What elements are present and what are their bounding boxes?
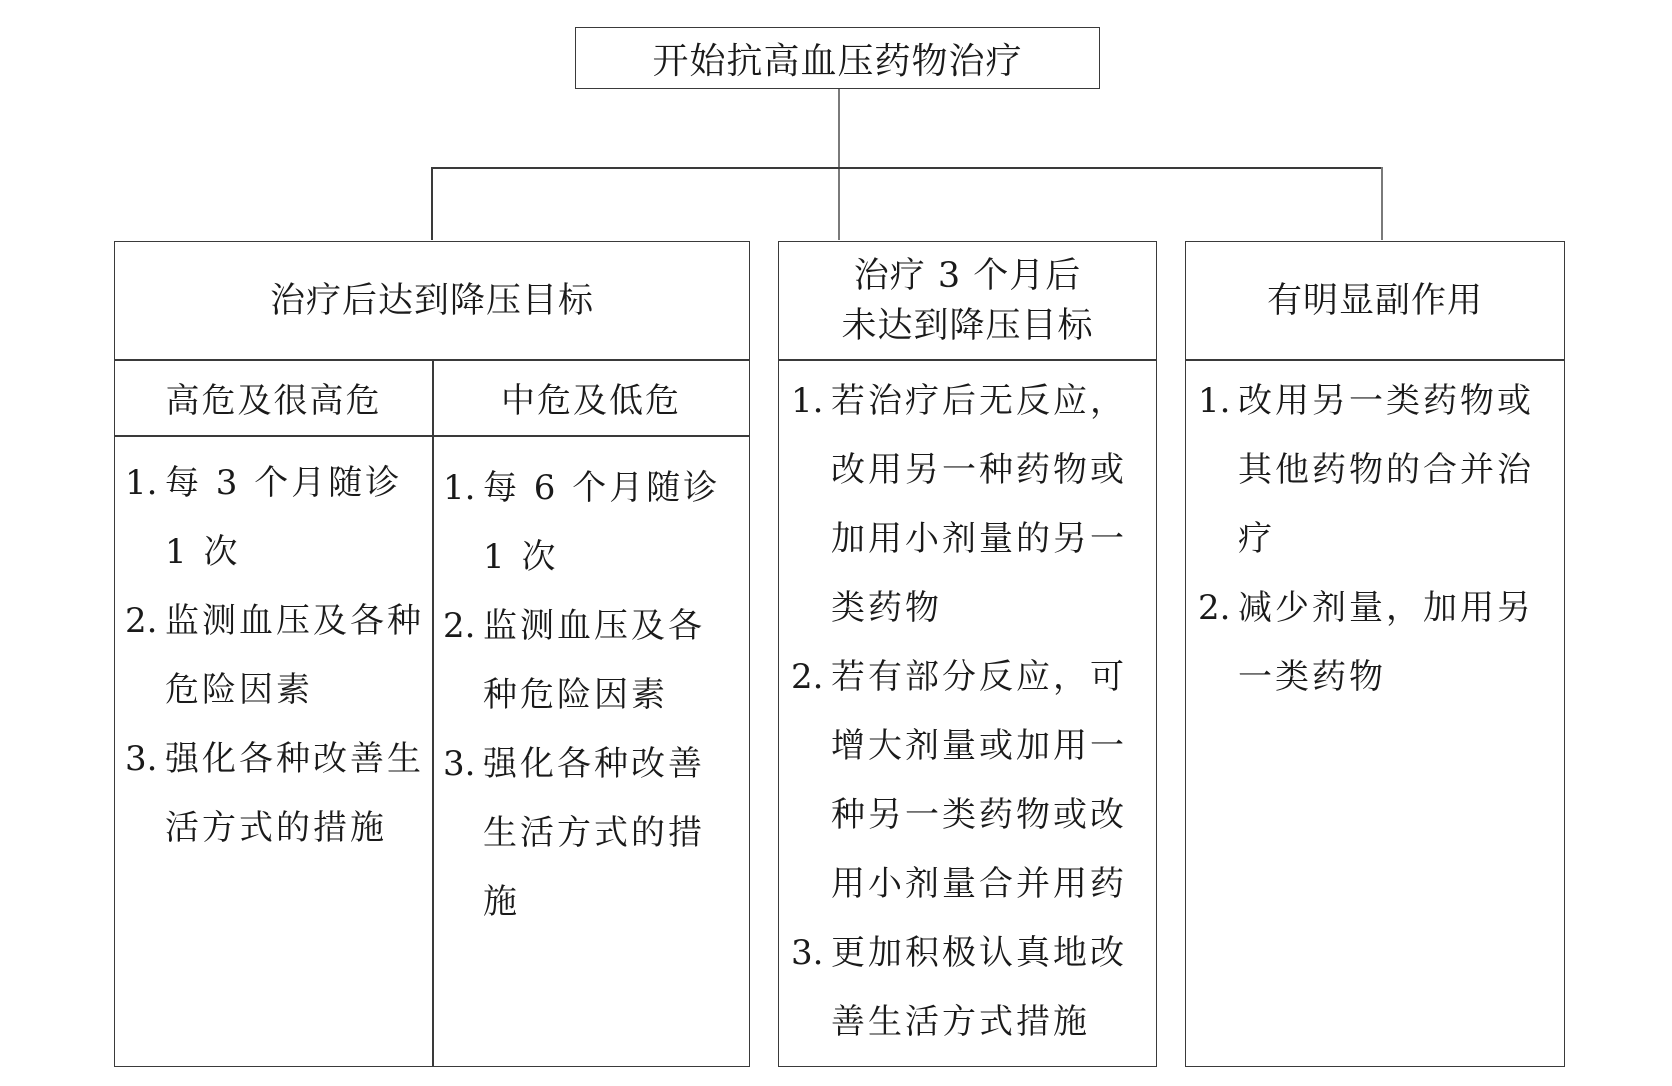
connector-horizontal bbox=[431, 167, 1382, 169]
subcol-divider bbox=[432, 359, 434, 1066]
connector-branch-left bbox=[431, 167, 433, 240]
branch-goal-achieved-header: 治疗后达到降压目标 bbox=[269, 280, 594, 321]
branch-goal-not-achieved bbox=[778, 241, 1157, 1067]
list-item: 2. 减少剂量，加用另一类药物 bbox=[1198, 588, 1534, 697]
branch-goal-not-achieved-header: 治疗 3 个月后 未达到降压目标 bbox=[841, 256, 1094, 346]
branch-side-effects-header: 有明显副作用 bbox=[1266, 280, 1483, 321]
list-item: 3. 强化各种改善生活方式的措施 bbox=[125, 739, 424, 848]
subcol-high-risk-list bbox=[125, 449, 425, 863]
divider bbox=[779, 359, 1156, 361]
root-node bbox=[575, 27, 1100, 89]
divider bbox=[1186, 359, 1564, 361]
list-item: 1. 每 3 个月随诊 1 次 bbox=[125, 463, 403, 572]
connector-root-down bbox=[838, 88, 840, 240]
subcol-high-risk-header: 高危及很高危 bbox=[165, 381, 382, 421]
list-item: 1. 改用另一类药物或其他药物的合并治疗 bbox=[1198, 381, 1534, 559]
connector-branch-right bbox=[1381, 167, 1383, 240]
branch-goal-achieved bbox=[114, 241, 750, 1067]
subcol-low-risk-list bbox=[443, 454, 739, 937]
list-item: 2. 监测血压及各种危险因素 bbox=[125, 601, 424, 710]
list-item: 2. 监测血压及各种危险因素 bbox=[443, 606, 705, 715]
branch-side-effects bbox=[1185, 241, 1565, 1067]
branch-goal-not-achieved-list bbox=[791, 367, 1146, 1057]
branch-side-effects-list bbox=[1198, 367, 1554, 712]
subcol-low-risk-header: 中危及低危 bbox=[501, 381, 681, 421]
list-item: 2. 若有部分反应，可增大剂量或加用一种另一类药物或改用小剂量合并用药 bbox=[791, 657, 1127, 904]
list-item: 1. 每 6 个月随诊 1 次 bbox=[443, 468, 721, 577]
list-item: 3. 强化各种改善生活方式的措施 bbox=[443, 744, 705, 922]
root-node-label: 开始抗高血压药物治疗 bbox=[652, 40, 1023, 82]
list-item: 3. 更加积极认真地改善生活方式措施 bbox=[791, 933, 1127, 1042]
list-item: 1. 若治疗后无反应，改用另一种药物或加用小剂量的另一类药物 bbox=[791, 381, 1127, 628]
